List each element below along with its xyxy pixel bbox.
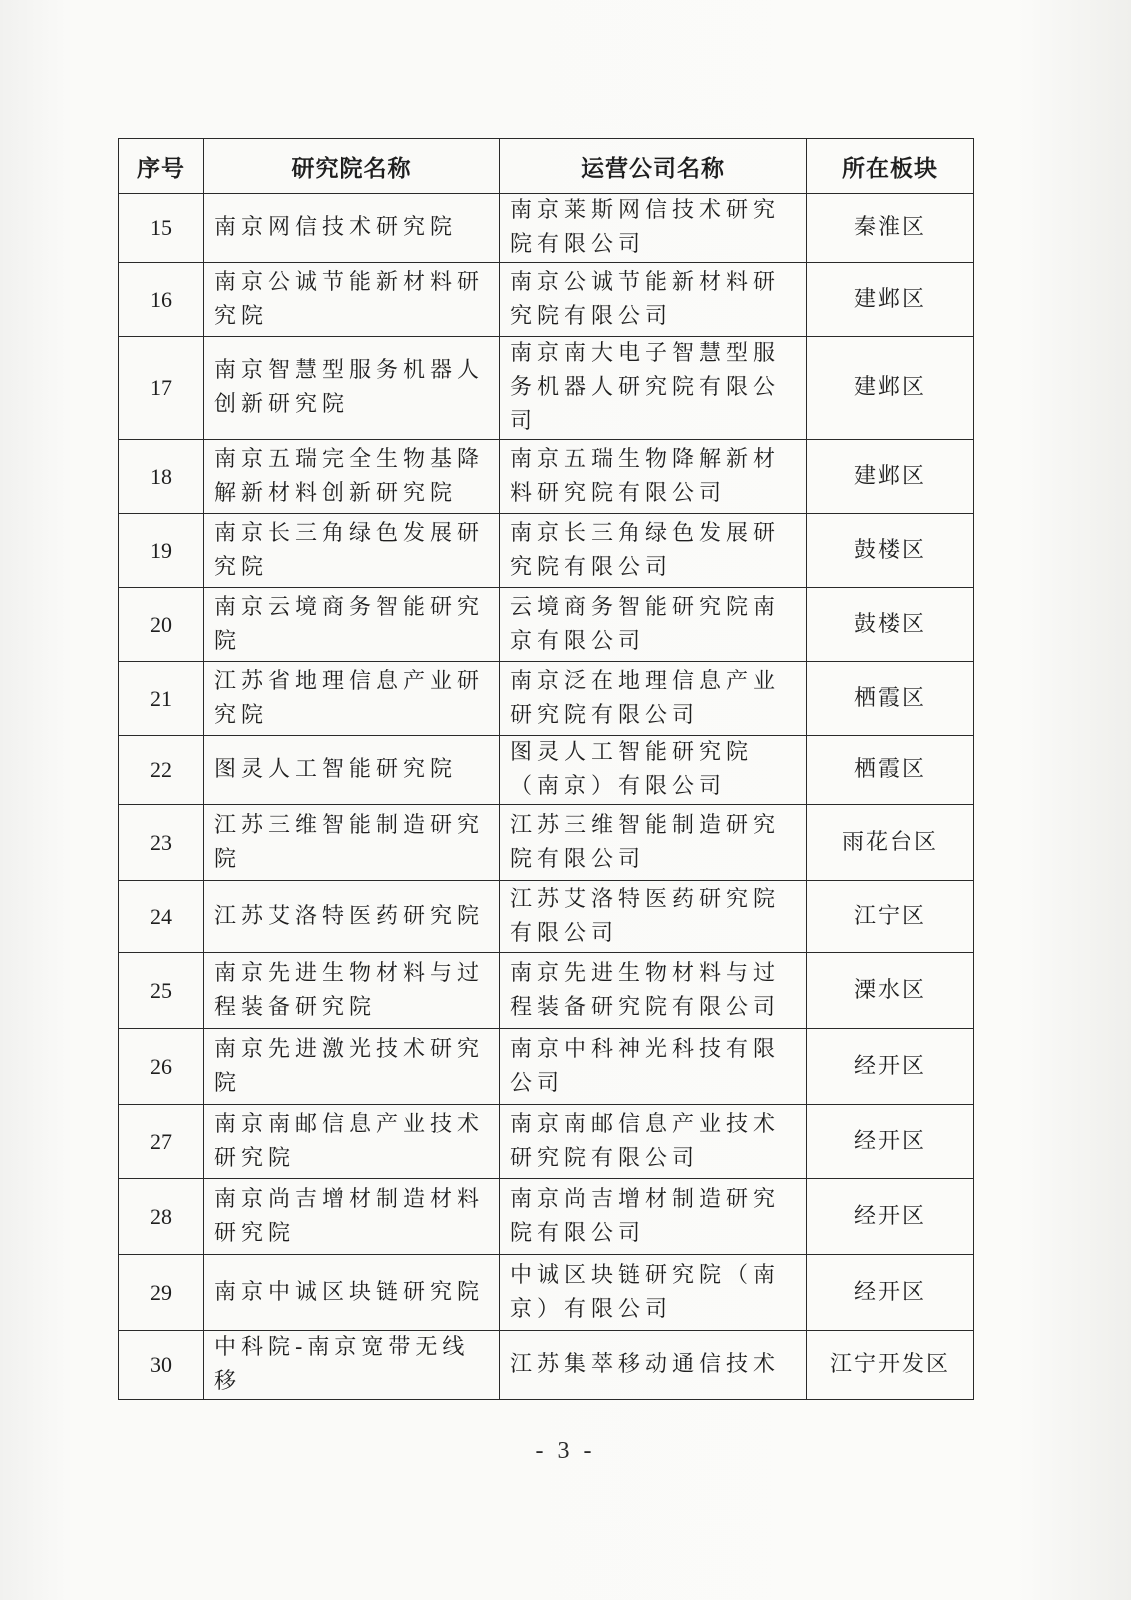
table-row <box>119 736 974 805</box>
row-seq: 30 <box>119 1331 204 1400</box>
row-district: 江宁区 <box>807 881 974 953</box>
table-row <box>119 881 974 953</box>
row-institute-name: 江苏艾洛特医药研究院 <box>204 881 500 953</box>
row-seq: 17 <box>119 337 204 440</box>
row-company-name: 中诚区块链研究院（南京）有限公司 <box>500 1255 807 1331</box>
row-company-name: 南京长三角绿色发展研究院有限公司 <box>500 514 807 588</box>
row-company-name: 江苏三维智能制造研究院有限公司 <box>500 805 807 881</box>
row-company-name: 江苏集萃移动通信技术 <box>500 1331 807 1400</box>
row-seq: 23 <box>119 805 204 881</box>
header-district: 所在板块 <box>807 139 974 194</box>
row-district: 建邺区 <box>807 263 974 337</box>
row-district: 经开区 <box>807 1105 974 1179</box>
row-institute-name: 江苏三维智能制造研究院 <box>204 805 500 881</box>
page-number: - 3 - <box>535 1438 596 1464</box>
row-seq: 27 <box>119 1105 204 1179</box>
row-district: 雨花台区 <box>807 805 974 881</box>
table-row <box>119 1029 974 1105</box>
row-institute-name: 南京南邮信息产业技术研究院 <box>204 1105 500 1179</box>
table-row <box>119 805 974 881</box>
row-district: 栖霞区 <box>807 662 974 736</box>
row-company-name: 南京泛在地理信息产业研究院有限公司 <box>500 662 807 736</box>
row-district: 经开区 <box>807 1179 974 1255</box>
row-seq: 21 <box>119 662 204 736</box>
row-company-name: 南京中科神光科技有限公司 <box>500 1029 807 1105</box>
table-row <box>119 1331 974 1400</box>
row-district: 秦淮区 <box>807 194 974 263</box>
row-company-name: 江苏艾洛特医药研究院有限公司 <box>500 881 807 953</box>
row-institute-name: 南京网信技术研究院 <box>204 194 500 263</box>
row-institute-name: 南京长三角绿色发展研究院 <box>204 514 500 588</box>
row-company-name: 南京尚吉增材制造研究院有限公司 <box>500 1179 807 1255</box>
header-company-name: 运营公司名称 <box>500 139 807 194</box>
row-company-name: 南京南邮信息产业技术研究院有限公司 <box>500 1105 807 1179</box>
row-institute-name: 南京先进激光技术研究院 <box>204 1029 500 1105</box>
row-district: 经开区 <box>807 1255 974 1331</box>
row-district: 栖霞区 <box>807 736 974 805</box>
row-institute-name: 南京中诚区块链研究院 <box>204 1255 500 1331</box>
table-row <box>119 1179 974 1255</box>
row-district: 鼓楼区 <box>807 588 974 662</box>
row-seq: 16 <box>119 263 204 337</box>
row-seq: 26 <box>119 1029 204 1105</box>
row-institute-name: 南京云境商务智能研究院 <box>204 588 500 662</box>
row-seq: 28 <box>119 1179 204 1255</box>
row-institute-name: 南京五瑞完全生物基降解新材料创新研究院 <box>204 440 500 514</box>
row-company-name: 南京莱斯网信技术研究院有限公司 <box>500 194 807 263</box>
table-row <box>119 194 974 263</box>
row-institute-name: 南京智慧型服务机器人创新研究院 <box>204 337 500 440</box>
row-district: 建邺区 <box>807 440 974 514</box>
institute-table <box>118 138 974 1400</box>
row-company-name: 云境商务智能研究院南京有限公司 <box>500 588 807 662</box>
table-row <box>119 1255 974 1331</box>
row-district: 溧水区 <box>807 953 974 1029</box>
row-company-name: 南京五瑞生物降解新材料研究院有限公司 <box>500 440 807 514</box>
row-company-name: 图灵人工智能研究院（南京）有限公司 <box>500 736 807 805</box>
table-header-row <box>119 139 974 194</box>
table-row <box>119 588 974 662</box>
row-institute-name: 南京尚吉增材制造材料研究院 <box>204 1179 500 1255</box>
row-company-name: 南京先进生物材料与过程装备研究院有限公司 <box>500 953 807 1029</box>
row-seq: 19 <box>119 514 204 588</box>
row-company-name: 南京南大电子智慧型服务机器人研究院有限公司 <box>500 337 807 440</box>
row-district: 建邺区 <box>807 337 974 440</box>
header-institute-name: 研究院名称 <box>204 139 500 194</box>
table-row <box>119 1105 974 1179</box>
row-district: 鼓楼区 <box>807 514 974 588</box>
row-company-name: 南京公诚节能新材料研究院有限公司 <box>500 263 807 337</box>
row-institute-name: 江苏省地理信息产业研究院 <box>204 662 500 736</box>
row-district: 江宁开发区 <box>807 1331 974 1400</box>
row-institute-name: 南京公诚节能新材料研究院 <box>204 263 500 337</box>
row-seq: 25 <box>119 953 204 1029</box>
row-seq: 29 <box>119 1255 204 1331</box>
table-row <box>119 662 974 736</box>
table-row <box>119 953 974 1029</box>
table-row <box>119 440 974 514</box>
table-row <box>119 263 974 337</box>
header-seq: 序号 <box>119 139 204 194</box>
row-seq: 18 <box>119 440 204 514</box>
row-seq: 22 <box>119 736 204 805</box>
table-row <box>119 337 974 440</box>
row-seq: 20 <box>119 588 204 662</box>
row-institute-name: 中科院-南京宽带无线移 <box>204 1331 500 1400</box>
row-district: 经开区 <box>807 1029 974 1105</box>
row-seq: 24 <box>119 881 204 953</box>
table-row <box>119 514 974 588</box>
table-body <box>119 194 974 1400</box>
row-institute-name: 图灵人工智能研究院 <box>204 736 500 805</box>
row-seq: 15 <box>119 194 204 263</box>
row-institute-name: 南京先进生物材料与过程装备研究院 <box>204 953 500 1029</box>
